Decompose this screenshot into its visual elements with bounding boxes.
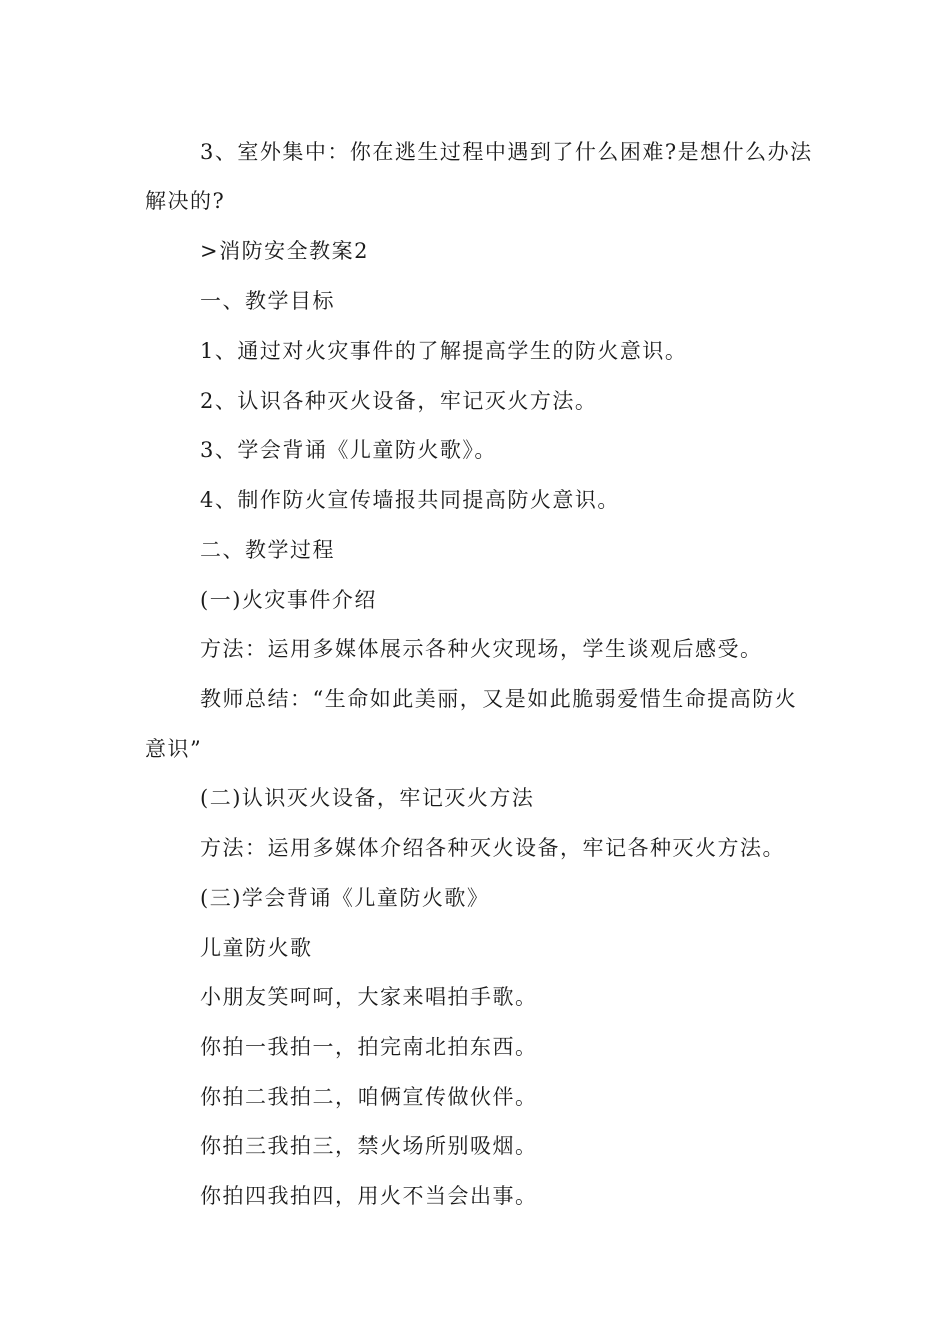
paragraph-line: 方法：运用多媒体介绍各种灭火设备，牢记各种灭火方法。 xyxy=(200,836,785,860)
paragraph-line: 意识” xyxy=(145,737,203,761)
list-item: 2、认识各种灭火设备，牢记灭火方法。 xyxy=(200,389,598,413)
subsection-heading: (一)火灾事件介绍 xyxy=(200,588,377,612)
poem-line: 你拍四我拍四，用火不当会出事。 xyxy=(200,1184,538,1208)
list-item: 4、制作防火宣传墙报共同提高防火意识。 xyxy=(200,488,620,512)
poem-line: 小朋友笑呵呵，大家来唱拍手歌。 xyxy=(200,985,538,1009)
list-item: 3、学会背诵《儿童防火歌》。 xyxy=(200,438,497,462)
paragraph-line: 解决的? xyxy=(145,189,226,213)
subsection-heading: (三)学会背诵《儿童防火歌》 xyxy=(200,886,490,910)
paragraph-line: 方法：运用多媒体展示各种火灾现场，学生谈观后感受。 xyxy=(200,637,763,661)
poem-line: 你拍二我拍二，咱俩宣传做伙伴。 xyxy=(200,1085,538,1109)
poem-line: 你拍一我拍一，拍完南北拍东西。 xyxy=(200,1035,538,1059)
section-heading: >消防安全教案2 xyxy=(200,239,369,263)
subsection-heading: (二)认识灭火设备，牢记灭火方法 xyxy=(200,786,535,810)
section-heading: 一、教学目标 xyxy=(200,289,335,313)
poem-title: 儿童防火歌 xyxy=(200,936,313,960)
section-heading: 二、教学过程 xyxy=(200,538,335,562)
poem-line: 你拍三我拍三，禁火场所别吸烟。 xyxy=(200,1134,538,1158)
paragraph-line: 3、室外集中：你在逃生过程中遇到了什么困难?是想什么办法 xyxy=(200,140,813,164)
paragraph-line: 教师总结：“生命如此美丽，又是如此脆弱爱惜生命提高防火 xyxy=(200,687,798,711)
list-item: 1、通过对火灾事件的了解提高学生的防火意识。 xyxy=(200,339,688,363)
